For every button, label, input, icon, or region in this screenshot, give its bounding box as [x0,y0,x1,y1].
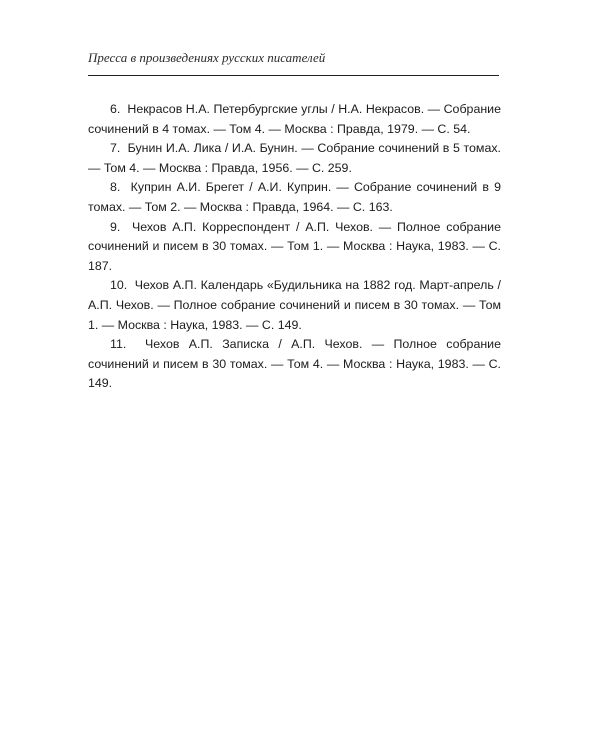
reference-text: Бунин И.А. Лика / И.А. Бунин. — Собрание сочинений в 5 томах. — Том 4. — Москва : Правда, 1956. — С. 259. [88,141,501,175]
reference-item [88,218,501,277]
reference-number: 10. [110,278,128,293]
reference-number: 9. [110,219,121,234]
reference-text: Чехов А.П. Календарь «Будильника на 1882 год. Март-апрель / А.П. Чехов. — Полное собрание сочинений и писем в 30 томах. — Том 1. — Москва : Наука, 1983. — С. 149. [88,278,501,332]
reference-item [88,335,501,394]
reference-text: Чехов А.П. Корреспондент / А.П. Чехов. — Полное собрание сочинений и писем в 30 томах. — Том 1. — Москва : Наука, 1983. — С. 187. [88,219,501,273]
running-header: Пресса в произведениях русских писателей [88,50,326,65]
reference-text: Чехов А.П. Записка / А.П. Чехов. — Полное собрание сочинений и писем в 30 томах. — Том 4. — Москва : Наука, 1983. — С. 149. [88,337,501,391]
reference-item [88,178,501,217]
reference-number: 6. [110,102,121,116]
reference-number: 7. [110,141,121,156]
reference-item [88,276,501,335]
reference-text: Куприн А.И. Брегет / А.И. Куприн. — Собрание сочинений в 9 томах. — Том 2. — Москва : Правда, 1964. — С. 163. [88,180,502,214]
reference-item [88,100,501,139]
reference-number: 8. [110,180,121,195]
header-divider [88,75,499,76]
reference-item [88,139,501,178]
reference-list [88,100,501,394]
reference-text: Некрасов Н.А. Петербургские углы / Н.А. Некрасов. — Собрание сочинений в 4 томах. — Том 4. — Москва : Правда, 1979. — С. 54. [88,102,501,136]
reference-number: 11. [110,337,127,352]
